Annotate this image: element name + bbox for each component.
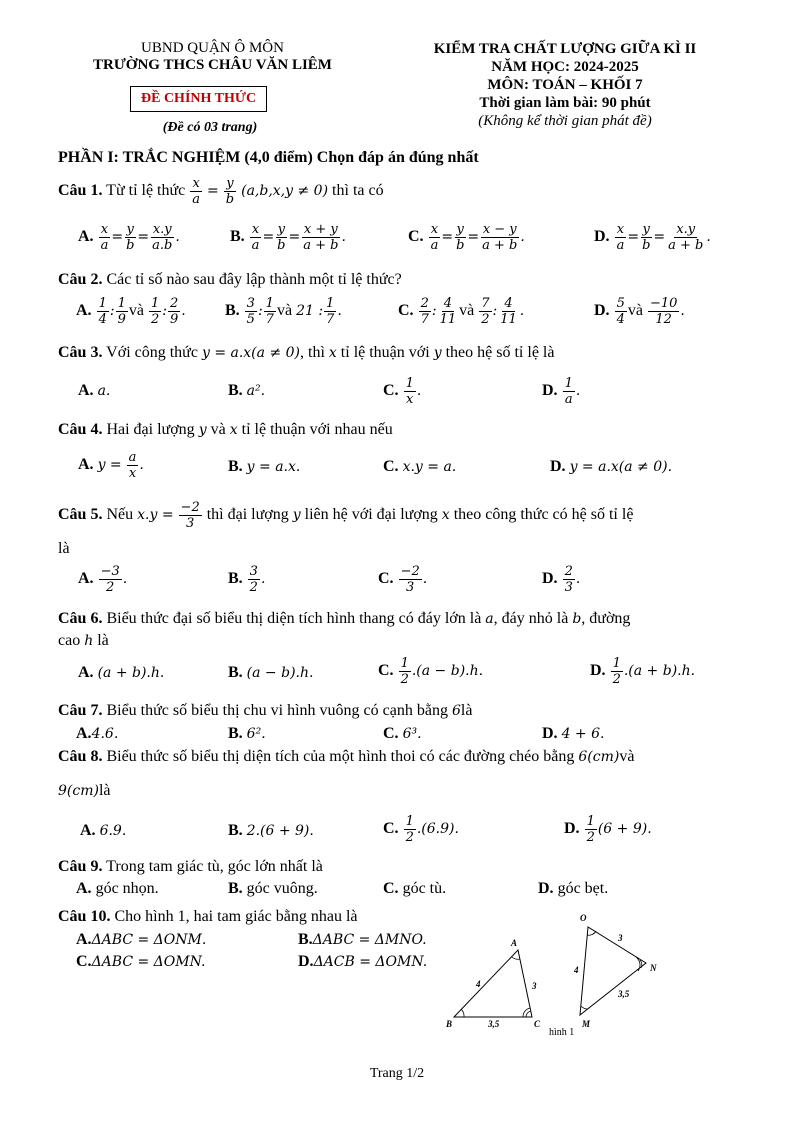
pages-note: (Đề có 03 trang) (162, 120, 258, 135)
fraction (224, 176, 236, 207)
question-7: Câu 7. Biểu thức số biểu thị chu vi hình vuông có cạnh bằng 6là (58, 702, 473, 719)
option-a[interactable]: A. (a + b).h. (78, 664, 165, 681)
vertex-n: N (650, 963, 657, 973)
answers-6 (58, 656, 748, 696)
q-label: Câu 1. (58, 182, 103, 200)
school-name: TRƯỜNG THCS CHÂU VĂN LIÊM (93, 57, 332, 73)
option-b[interactable]: B. a². (228, 382, 266, 399)
answers-9 (58, 880, 748, 900)
condition: (a,b,x,y ≠ 0) (241, 183, 329, 200)
answers-7 (58, 725, 748, 745)
side-ac: 3 (532, 981, 537, 991)
angle-c-mark-2 (526, 1011, 531, 1017)
side-on: 3 (618, 933, 623, 943)
question-3: Câu 3. Với công thức y = a.x(a ≠ 0), thì x tỉ lệ thuận với y theo hệ số tỉ lệ là (58, 344, 555, 361)
triangles-figure (440, 905, 670, 1045)
side-mn: 3,5 (618, 989, 630, 999)
q-text: thì ta có (332, 182, 384, 200)
option-b[interactable]: B. $\frac{3}{2}$ . (228, 564, 266, 595)
option-a[interactable]: A. $\frac{-3}{2}$ . (78, 564, 128, 595)
question-2: Câu 2. Các tỉ số nào sau đây lập thành một tỉ lệ thức? (58, 271, 402, 288)
option-b[interactable]: B. $\frac{3}{5}$ : $\frac{1}{7}$ và 21 : $\frac{1}{7}$ . (225, 296, 342, 327)
duration-note: (Không kể thời gian phát đề) (478, 113, 652, 129)
option-a[interactable]: A.4.6. (76, 725, 119, 742)
option-a[interactable]: A. 6.9. (80, 822, 127, 839)
side-bc: 3,5 (488, 1019, 500, 1029)
option-c[interactable]: C. 6³. (383, 725, 422, 742)
question-8: Câu 8. Biểu thức số biểu thị diện tích của một hình thoi có các đường chéo bằng 6(cm)và (58, 748, 635, 765)
num: x (192, 176, 200, 191)
question-9: Câu 9. Trong tam giác tù, góc lớn nhất là (58, 858, 323, 875)
angle-a-mark (512, 957, 520, 959)
section1-title: PHẦN I: TRẮC NGHIỆM (4,0 điểm) Chọn đáp án đúng nhất (58, 149, 479, 166)
side-om: 4 (574, 965, 579, 975)
option-c[interactable]: C. x.y = a. (383, 458, 457, 475)
option-b[interactable]: B. 2.(6 + 9). (228, 822, 314, 839)
option-c[interactable]: C. $\frac{1}{2}$ .(6.9). (383, 814, 459, 845)
option-b[interactable]: B. (a − b).h. (228, 664, 314, 681)
figure-caption: hình 1 (549, 1027, 575, 1038)
question-5-cont: là (58, 540, 70, 557)
dept-name: UBND QUẬN Ô MÔN (141, 40, 284, 56)
angle-m-mark (581, 1006, 588, 1009)
school-year: NĂM HỌC: 2024-2025 (491, 59, 639, 75)
page-number: Trang 1/2 (369, 1066, 425, 1081)
option-d[interactable]: D. $\frac{1}{2}$ .(a + b).h. (590, 656, 696, 687)
answers-4 (58, 450, 748, 490)
question-6: Câu 6. Biểu thức đại số biểu thị diện tích hình thang có đáy lớn là a, đáy nhỏ là b, đường (58, 610, 631, 627)
den: a (192, 192, 201, 207)
vertex-m: M (582, 1019, 591, 1029)
answers-1 (58, 222, 748, 262)
option-c[interactable]: C.ΔABC = ΔOMN. (76, 953, 206, 970)
option-d[interactable]: D. y = a.x(a ≠ 0). (550, 458, 673, 475)
official-badge-label: ĐỀ CHÍNH THỨC (130, 86, 267, 112)
q-text: Từ tỉ lệ thức (106, 182, 186, 200)
option-d[interactable]: D.ΔACB = ΔOMN. (298, 953, 428, 970)
option-b[interactable]: B. 6². (228, 725, 266, 742)
option-a[interactable]: A. y = $\frac{a}{x}$ . (78, 450, 144, 481)
option-b[interactable]: B.ΔABC = ΔMNO. (298, 931, 427, 948)
exam-title: KIỂM TRA CHẤT LƯỢNG GIỮA KÌ II (433, 41, 697, 57)
option-d[interactable]: D. $\frac{1}{2}$ (6 + 9). (564, 814, 652, 845)
option-c[interactable]: C. góc tù. (383, 880, 447, 897)
angle-c-mark-1 (523, 1008, 530, 1017)
option-c[interactable]: C. $\frac{2}{7}$ : $\frac{4}{11}$ và $\frac{7}{2}$ : $\frac{4}{11}$ . (398, 296, 525, 327)
question-8-cont: 9(cm)là (58, 782, 111, 799)
header-right (395, 40, 735, 130)
answers-10 (58, 931, 478, 971)
option-d[interactable]: D. góc bẹt. (538, 880, 609, 897)
official-badge (130, 86, 267, 112)
vertex-c: C (534, 1019, 541, 1029)
option-b[interactable]: B. $\frac{x}{a}$ = $\frac{y}{b}$ = $\frac{x + y}{a + b}$ . (230, 222, 346, 253)
option-d[interactable]: D. $\frac{2}{3}$ . (542, 564, 581, 595)
side-ab: 4 (476, 979, 481, 989)
option-a[interactable]: A. góc nhọn. (76, 880, 159, 897)
question-1: Câu 1. Từ tỉ lệ thức $\frac{x}{a}$ = $\frac{y}{b}$ (a,b,x,y ≠ 0) thì ta có (58, 176, 384, 207)
vertex-o: O (580, 913, 587, 923)
option-d[interactable]: D. $\frac{1}{a}$ . (542, 376, 581, 407)
option-c[interactable]: C. $\frac{x}{a}$ = $\frac{y}{b}$ = $\frac{x - y}{a + b}$ . (408, 222, 525, 253)
fraction (190, 176, 202, 207)
option-d[interactable]: D. 4 + 6. (542, 725, 605, 742)
answers-2 (58, 296, 748, 336)
option-a[interactable]: A.ΔABC = ΔONM. (76, 931, 207, 948)
option-a[interactable]: A. $\frac{x}{a}$ = $\frac{y}{b}$ = $\frac{x.y}{a.b}$ . (78, 222, 180, 253)
question-5: Câu 5. Nếu x.y = $\frac{-2}{3}$ thì đại lượng y liên hệ với đại lượng x theo công thức có hệ số tỉ lệ (58, 500, 634, 531)
option-b[interactable]: B. góc vuông. (228, 880, 318, 897)
header-left (80, 40, 345, 74)
question-4: Câu 4. Hai đại lượng y và x tỉ lệ thuận với nhau nếu (58, 421, 393, 438)
triangle-omn (580, 927, 646, 1015)
question-6-cont: cao h là (58, 632, 109, 649)
answers-3 (58, 376, 748, 416)
num: y (226, 176, 234, 191)
answers-5 (58, 564, 748, 604)
question-10: Câu 10. Cho hình 1, hai tam giác bằng nhau là (58, 908, 358, 925)
option-c[interactable]: C. $\frac{1}{x}$ . (383, 376, 422, 407)
option-b[interactable]: B. y = a.x. (228, 458, 301, 475)
triangle-abc (454, 950, 532, 1017)
option-d[interactable]: D. $\frac{x}{a}$ = $\frac{y}{b}$ = $\frac{x.y}{a + b}$ . (594, 222, 711, 253)
duration: Thời gian làm bài: 90 phút (479, 95, 651, 111)
subject: MÔN: TOÁN – KHỐI 7 (487, 77, 643, 93)
answers-8 (58, 814, 748, 854)
vertex-a: A (511, 938, 518, 948)
angle-b-mark (461, 1009, 464, 1017)
den: b (225, 192, 235, 207)
option-c[interactable]: C. $\frac{1}{2}$ .(a − b).h. (378, 656, 484, 687)
option-c[interactable]: C. $\frac{-2}{3}$ . (378, 564, 428, 595)
option-a[interactable]: A. $\frac{1}{4}$ : $\frac{1}{9}$ và $\frac{1}{2}$ : $\frac{2}{9}$ . (76, 296, 186, 327)
vertex-b: B (446, 1019, 453, 1029)
option-d[interactable]: D. $\frac{5}{4}$ và $\frac{-10}{12}$ . (594, 296, 685, 327)
option-a[interactable]: A. a. (78, 382, 111, 399)
